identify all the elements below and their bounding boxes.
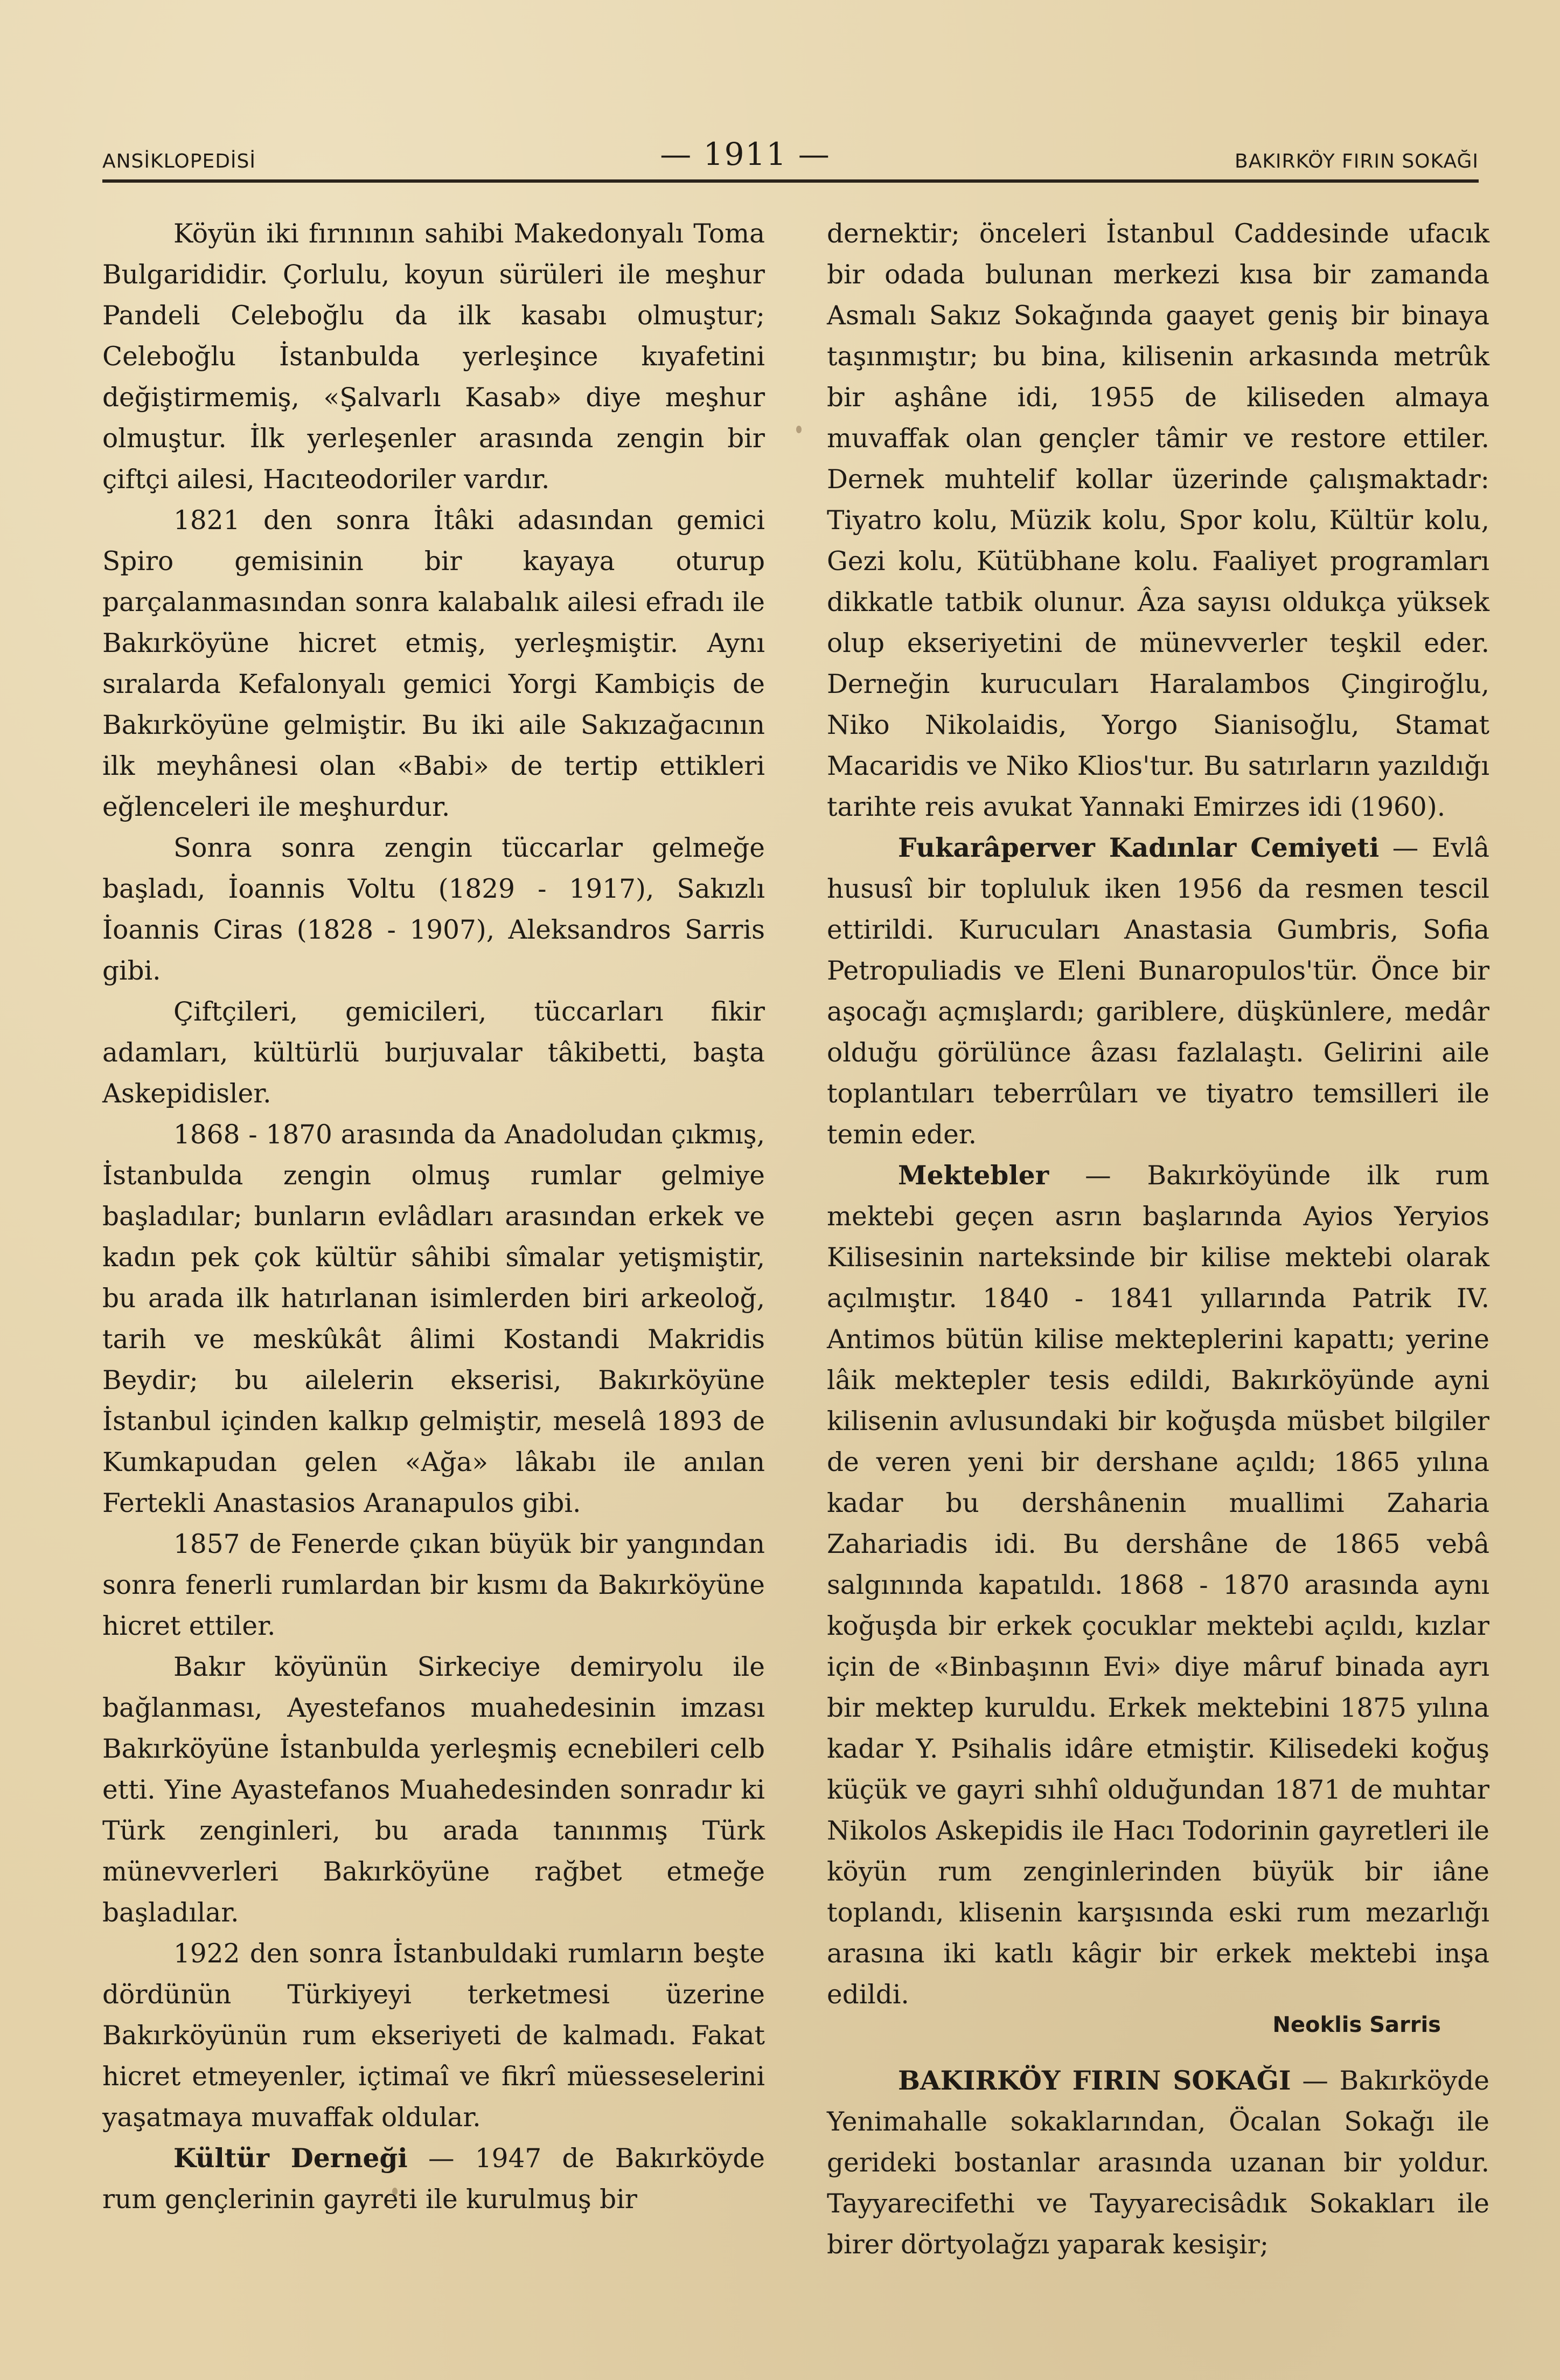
- subsection-text: — 1947 de Bakırköyde rum gençlerinin gayreti ile kurulmuş bir: [102, 2143, 765, 2215]
- subsection-heading: Mektebler: [898, 1160, 1049, 1191]
- paragraph: 1821 den sonra İtâki adasından gemici Spiro gemisinin bir kayaya oturup parçalanmasından sonra kalabalık ailesi efradı ile Bakırköyüne hicret etmiş, yerleşmiştir. Aynı sıralarda Kefalonyalı gemici Yorgi Kambiçis de Bakırköyüne gelmiştir. Bu iki aile Sakızağacının ilk meyhânesi olan «Babi» de tertip ettikleri eğlenceleri ile meşhurdur.: [102, 505, 765, 822]
- entry-heading: BAKIRKÖY FIRIN SOKAĞI: [898, 2065, 1291, 2096]
- page-number: — 1911 —: [660, 136, 831, 172]
- entry-text: — Bakırköyde Yenimahalle sokaklarından, Öcalan Sokağı ile gerideki bostanlar arasında uzanan bir yoldur. Tayyarecifethi ve Tayyarecisâdık Sokakları ile birer dörtyolağzı yaparak kesişir;: [827, 2066, 1489, 2260]
- paragraph: Sonra sonra zengin tüccarlar gelmeğe başladı, İoannis Voltu (1829 - 1917), Sakızlı İoannis Ciras (1828 - 1907), Aleksandros Sarris gibi.: [102, 833, 765, 986]
- paragraph: Çiftçileri, gemicileri, tüccarları fikir adamları, kültürlü burjuvalar tâkibetti, başta Askepidisler.: [102, 997, 765, 1109]
- paper-spot: [392, 2188, 398, 2195]
- author-signature: Neoklis Sarris: [1272, 2013, 1441, 2037]
- subsection-text: — Bakırköyünde ilk rum mektebi geçen asrın başlarında Ayios Yeryios Kilisesinin narteksinde bir kilise mektebi olarak açılmıştır. 1840 - 1841 yıllarında Patrik IV. Antimos bütün kilise mekteplerini kapattı; yerine lâik mektepler tesis edildi, Bakırköyünde ayni kilisenin avlusundaki bir koğuşda müsbet bilgiler de veren yeni bir dershane açıldı; 1865 yılına kadar bu dershânenin muallimi Zaharia Zahariadis idi. Bu dershâne de 1865 vebâ salgınında kapatıldı. 1868 - 1870 arasında aynı koğuşda bir erkek çocuklar mektebi açıldı, kızlar için de «Binbaşının Evi» diye mâruf binada ayrı bir mektep kuruldu. Erkek mektebini 1875 yılına kadar Y. Psihalis idâre etmiştir. Kilisedeki koğuş küçük ve gayri sıhhî olduğundan 1871 de muhtar Nikolos Askepidis ile Hacı Todorinin gayretleri ile köyün rum zenginlerinden büyük bir iâne toplandı, klisenin karşısında eski rum mezarlığı arasına iki katlı kâgir bir erkek mektebi inşa edildi.: [827, 1161, 1489, 2010]
- left-column: [102, 213, 765, 2220]
- header-rule: [102, 179, 1479, 183]
- new-entry-paragraph: [827, 2060, 1489, 2265]
- header-entry-title: BAKIRKÖY FIRIN SOKAĞI: [1235, 150, 1479, 172]
- header-encyclopedia-name: ANSİKLOPEDİSİ: [102, 150, 256, 172]
- paragraph: Bakır köyünün Sirkeciye demiryolu ile bağlanması, Ayestefanos muahedesinin imzası Bakırköyüne İstanbulda yerleşmiş ecnebileri celb etti. Yine Ayastefanos Muahedesinden sonradır ki Türk zenginleri, bu arada tanınmış Türk münevverleri Bakırköyüne rağbet etmeğe başladılar.: [102, 1652, 765, 1928]
- entry-spacer: [827, 2040, 1489, 2060]
- paragraph: 1857 de Fenerde çıkan büyük bir yangından sonra fenerli rumlardan bir kısmı da Bakırköyüne hicret ettiler.: [102, 1529, 765, 1641]
- subsection-heading: Kültür Derneği: [173, 2143, 408, 2174]
- subsection-paragraph: [102, 2138, 765, 2220]
- paragraph: 1922 den sonra İstanbuldaki rumların beşte dördünün Türkiyeyi terketmesi üzerine Bakırköyünün rum ekseriyeti de kalmadı. Fakat hicret etmeyenler, içtimaî ve fikrî müesseselerini yaşatmaya muvaffak oldular.: [102, 1939, 765, 2133]
- paragraph: 1868 - 1870 arasında da Anadoludan çıkmış, İstanbulda zengin olmuş rumlar gelmiye başladılar; bunların evlâdları arasından erkek ve kadın pek çok kültür sâhibi sîmalar yetişmiştir, bu arada ilk hatırlanan isimlerden biri arkeoloğ, tarih ve meskûkât âlimi Kostandi Makridis Beydir; bu ailelerin ekserisi, Bakırköyüne İstanbul içinden kalkıp gelmiştir, meselâ 1893 de Kumkapudan gelen «Ağa» lâkabı ile anılan Fertekli Anastasios Aranapulos gibi.: [102, 1120, 765, 1518]
- subsection-paragraph: [827, 828, 1489, 1155]
- paragraph: dernektir; önceleri İstanbul Caddesinde ufacık bir odada bulunan merkezi kısa bir zamanda Asmalı Sakız Sokağında gaayet geniş bir binaya taşınmıştır; bu bina, kilisenin arkasında metrûk bir aşhâne idi, 1955 de kiliseden almaya muvaffak olan gençler tâmir ve restore ettiler. Dernek muhtelif kollar üzerinde çalışmaktadr: Tiyatro kolu, Müzik kolu, Spor kolu, Kültür kolu, Gezi kolu, Kütübhane kolu. Faaliyet programları dikkatle tatbik olunur. Âza sayısı oldukça yüksek olup ekseriyetini de münevverler teşkil eder. Derneğin kurucuları Haralambos Çingiroğlu, Niko Nikolaidis, Yorgo Sianisoğlu, Stamat Macaridis ve Niko Klios'tur. Bu satırların yazıldığı tarihte reis avukat Yannaki Emirzes idi (1960).: [827, 219, 1489, 822]
- paper-spot: [796, 426, 802, 433]
- subsection-paragraph: [827, 1155, 1489, 2015]
- subsection-text: — Evlâ hususî bir topluluk iken 1956 da resmen tescil ettirildi. Kurucuları Anastasia Gumbris, Sofia Petropuliadis ve Eleni Bunaropulos'tür. Önce bir aşocağı açmışlardı; gariblere, düşkünlere, medâr olduğu görülünce âzası fazlalaştı. Gelirini aile toplantıları teberrûları ve tiyatro temsilleri ile temin eder.: [827, 833, 1489, 1150]
- paragraph: Köyün iki fırınının sahibi Makedonyalı Toma Bulgarididir. Çorlulu, koyun sürüleri ile meşhur Pandeli Celeboğlu da ilk kasabı olmuştur; Celeboğlu İstanbulda yerleşince kıyafetini değiştirmemiş, «Şalvarlı Kasab» diye meşhur olmuştur. İlk yerleşenler arasında zengin bir çiftçi ailesi, Hacıteodoriler vardır.: [102, 219, 765, 495]
- running-header: [102, 129, 1479, 172]
- right-column: [827, 213, 1489, 2265]
- subsection-heading: Fukarâperver Kadınlar Cemiyeti: [898, 832, 1380, 863]
